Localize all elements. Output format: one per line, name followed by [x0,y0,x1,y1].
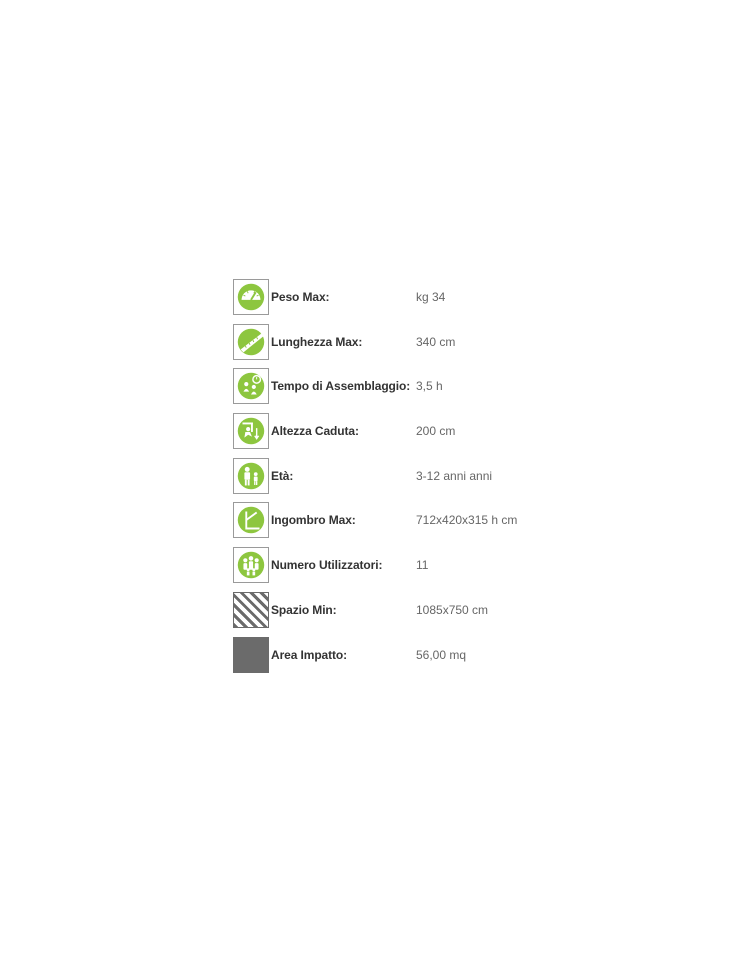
spec-row-peso-max [233,279,553,324]
spec-row-spazio-min [233,592,553,637]
assembly-time-icon [233,368,269,404]
spec-row-altezza-caduta [233,413,553,458]
spec-value: 56,00 mq [416,647,467,662]
spec-value: 3-12 anni anni [416,468,493,483]
spec-row-area-impatto [233,637,553,682]
weight-gauge-icon [233,279,269,315]
ruler-length-icon [233,324,269,360]
spec-value: kg 34 [416,290,446,304]
spec-row-numero-utilizzatori [233,547,553,592]
spec-row-tempo-assemblaggio [233,368,553,413]
spec-value: 200 cm [416,424,456,439]
spec-label: Età: [271,468,294,483]
spec-row-ingombro-max [233,502,553,547]
max-dimensions-icon [233,502,269,538]
spec-label: Lunghezza Max: [271,334,363,349]
spec-label: Altezza Caduta: [271,424,359,439]
spec-label: Ingombro Max: [271,513,356,528]
age-child-icon [233,458,269,494]
solid-area-icon [233,637,269,673]
spec-label: Area Impatto: [271,647,348,662]
hatched-area-icon [233,592,269,628]
spec-label: Numero Utilizzatori: [271,558,383,573]
users-group-icon [233,547,269,583]
spec-label: Spazio Min: [271,602,337,617]
spec-value: 11 [416,558,429,573]
spec-table [233,279,553,681]
spec-value: 1085x750 cm [416,602,489,617]
spec-label: Tempo di Assemblaggio: [271,379,411,394]
spec-value: 712x420x315 h cm [416,513,518,528]
spec-row-eta [233,458,553,503]
fall-height-icon [233,413,269,449]
spec-value: 340 cm [416,334,456,349]
spec-row-lunghezza-max [233,324,553,369]
spec-value: 3,5 h [416,379,443,394]
spec-label: Peso Max: [271,290,330,304]
